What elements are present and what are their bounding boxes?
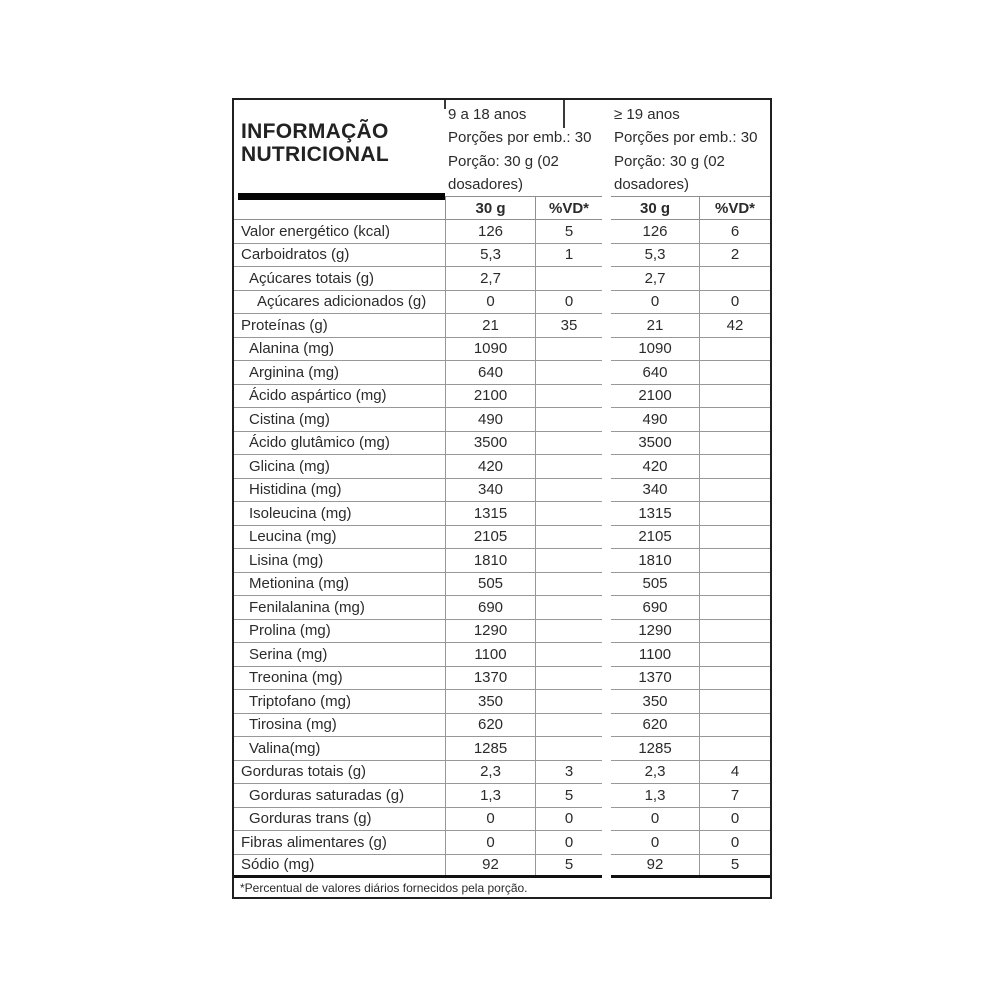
amount-cell: 1090 (638, 340, 672, 358)
group-gap (602, 314, 611, 338)
amount-cell: 420 (642, 457, 668, 475)
amount-column-header: 30 g (611, 196, 699, 219)
daily-value-cell (535, 408, 602, 431)
amount-cell: 490 (445, 408, 535, 431)
daily-value-cell: 42 (699, 314, 770, 337)
amount-cell: 505 (642, 575, 668, 593)
age-range-label: ≥ 19 anos (614, 106, 680, 123)
amount-cell: 2,7 (445, 267, 535, 290)
portions-per-package-label: Porções por emb.: 30 (614, 129, 758, 147)
table-header (234, 100, 770, 196)
daily-value-cell (535, 573, 602, 596)
amount-cell: 2,7 (644, 269, 666, 287)
amount-cell: 620 (642, 716, 668, 734)
daily-value-cell (535, 620, 602, 643)
group-gap (602, 620, 611, 644)
daily-value-cell: 3 (535, 761, 602, 784)
group-gap (602, 714, 611, 738)
daily-value-cell (535, 385, 602, 408)
group-gap (602, 549, 611, 573)
amount-cell: 1100 (638, 645, 672, 663)
amount-cell: 2105 (638, 528, 672, 546)
nutrient-label: Serina (mg) (249, 645, 328, 663)
daily-value-cell (535, 549, 602, 572)
daily-value-cell: 0 (535, 808, 602, 831)
table-row (234, 244, 770, 268)
table-row (234, 361, 770, 385)
daily-value-cell (535, 267, 602, 290)
daily-value-cell: 0 (699, 831, 770, 854)
amount-cell: 1,3 (644, 786, 666, 804)
table-row (234, 855, 770, 879)
amount-cell: 92 (646, 856, 664, 874)
daily-value-cell (535, 596, 602, 619)
amount-cell: 1290 (638, 622, 672, 640)
nutrient-label: Treonina (mg) (249, 669, 343, 687)
table-row (234, 432, 770, 456)
group-gap (602, 855, 611, 879)
daily-value-cell (699, 596, 770, 619)
amount-column-header: 30 g (445, 196, 535, 219)
amount-cell: 1315 (445, 502, 535, 525)
table-row (234, 455, 770, 479)
group-gap (602, 432, 611, 456)
amount-cell: 1090 (445, 338, 535, 361)
table-row (234, 549, 770, 573)
amount-cell: 1,3 (445, 784, 535, 807)
daily-value-cell: 5 (699, 855, 770, 876)
amount-cell: 2105 (445, 526, 535, 549)
amount-cell: 1285 (638, 739, 672, 757)
daily-value-cell (699, 385, 770, 408)
group-gap (602, 338, 611, 362)
nutrient-label: Fenilalanina (mg) (249, 598, 365, 616)
nutrient-label: Prolina (mg) (249, 622, 331, 640)
amount-cell: 126 (642, 222, 668, 240)
daily-value-cell (535, 502, 602, 525)
amount-cell: 0 (445, 831, 535, 854)
daily-value-cell (535, 479, 602, 502)
daily-value-cell (699, 620, 770, 643)
nutrient-label: Arginina (mg) (249, 363, 340, 381)
table-row (234, 761, 770, 785)
amount-cell: 340 (445, 479, 535, 502)
amount-cell: 0 (445, 808, 535, 831)
amount-cell: 690 (445, 596, 535, 619)
group-gap (602, 408, 611, 432)
amount-cell: 2100 (638, 387, 672, 405)
daily-value-cell (699, 526, 770, 549)
daily-value-cell (535, 643, 602, 666)
group-gap (602, 831, 611, 855)
daily-value-cell (535, 361, 602, 384)
table-row (234, 573, 770, 597)
nutrient-label: Leucina (mg) (249, 528, 337, 546)
amount-cell: 640 (445, 361, 535, 384)
daily-value-cell (699, 338, 770, 361)
nutrient-label: Isoleucina (mg) (249, 504, 352, 522)
table-row (234, 714, 770, 738)
group-gap (602, 808, 611, 832)
table-row (234, 808, 770, 832)
group-gap (602, 291, 611, 315)
daily-value-cell (699, 408, 770, 431)
table-row (234, 690, 770, 714)
age-group-header-9-18 (445, 100, 602, 196)
daily-value-cell (699, 573, 770, 596)
header-divider-stub (563, 100, 565, 128)
group-gap (602, 573, 611, 597)
table-row (234, 620, 770, 644)
daily-value-cell: 5 (535, 855, 602, 876)
daily-value-cell (699, 643, 770, 666)
daily-value-cell: 2 (699, 244, 770, 267)
nutrient-label: Ácido glutâmico (mg) (249, 434, 390, 452)
group-gap (602, 267, 611, 291)
group-gap (602, 643, 611, 667)
group-gap (602, 784, 611, 808)
amount-cell: 2,3 (445, 761, 535, 784)
amount-cell: 1810 (638, 551, 672, 569)
group-gap (602, 244, 611, 268)
group-gap (602, 502, 611, 526)
group-gap (602, 479, 611, 503)
amount-cell: 0 (650, 833, 660, 851)
table-row (234, 385, 770, 409)
nutrient-label: Proteínas (g) (241, 316, 328, 334)
daily-value-cell (699, 737, 770, 760)
table-row (234, 784, 770, 808)
table-row (234, 667, 770, 691)
amount-cell: 21 (646, 316, 664, 334)
header-divider-stub (444, 100, 446, 109)
amount-cell: 126 (445, 220, 535, 243)
group-gap (602, 455, 611, 479)
group-gap (602, 385, 611, 409)
daily-value-cell (699, 479, 770, 502)
table-row (234, 479, 770, 503)
amount-cell: 690 (642, 598, 668, 616)
amount-cell: 620 (445, 714, 535, 737)
daily-value-cell: 1 (535, 244, 602, 267)
group-gap (602, 761, 611, 785)
daily-value-column-header: %VD* (535, 196, 602, 219)
group-gap (602, 667, 611, 691)
table-row (234, 831, 770, 855)
table-row (234, 596, 770, 620)
daily-value-cell: 6 (699, 220, 770, 243)
daily-value-cell (699, 361, 770, 384)
amount-cell: 0 (650, 810, 660, 828)
amount-cell: 640 (642, 363, 668, 381)
nutrient-label: Gorduras saturadas (g) (249, 786, 405, 804)
nutrient-label: Sódio (mg) (241, 856, 315, 874)
daily-value-cell (535, 432, 602, 455)
group-gap (602, 690, 611, 714)
group-gap (602, 220, 611, 244)
table-title: INFORMAÇÃO NUTRICIONAL (241, 120, 389, 166)
daily-value-cell: 35 (535, 314, 602, 337)
amount-cell: 2100 (445, 385, 535, 408)
table-row (234, 338, 770, 362)
daily-value-cell (699, 690, 770, 713)
table-row (234, 737, 770, 761)
amount-cell: 1370 (445, 667, 535, 690)
nutrient-label: Ácido aspártico (mg) (249, 387, 387, 405)
table-row (234, 220, 770, 244)
daily-value-cell (699, 667, 770, 690)
daily-value-cell: 0 (699, 291, 770, 314)
amount-cell: 5,3 (644, 246, 666, 264)
amount-cell: 1315 (638, 504, 672, 522)
nutrient-label: Gorduras totais (g) (241, 763, 367, 781)
portion-size-label: Porção: 30 g (02 dosadores) (448, 152, 559, 194)
group-gap (602, 100, 611, 196)
amount-cell: 1810 (445, 549, 535, 572)
amount-cell: 0 (650, 293, 660, 311)
group-gap (602, 596, 611, 620)
amount-cell: 0 (445, 291, 535, 314)
title-underline-bar (238, 193, 445, 200)
nutrient-label: Valina(mg) (249, 739, 321, 757)
nutrient-label: Glicina (mg) (249, 457, 330, 475)
daily-value-column-header: %VD* (699, 196, 770, 219)
table-row (234, 291, 770, 315)
age-group-header-19-plus (611, 100, 770, 196)
group-gap (602, 737, 611, 761)
amount-cell: 92 (445, 855, 535, 876)
daily-value-cell (699, 267, 770, 290)
table-row (234, 526, 770, 550)
nutrient-label: Valor energético (kcal) (241, 222, 390, 240)
daily-value-cell: 7 (699, 784, 770, 807)
amount-cell: 340 (642, 481, 668, 499)
amount-cell: 5,3 (445, 244, 535, 267)
nutrition-facts-table (232, 98, 772, 899)
daily-value-cell: 4 (699, 761, 770, 784)
daily-value-cell: 0 (535, 291, 602, 314)
table-row (234, 267, 770, 291)
table-row (234, 314, 770, 338)
daily-value-cell: 5 (535, 784, 602, 807)
nutrient-label: Açúcares adicionados (g) (257, 293, 427, 311)
nutrient-label: Histidina (mg) (249, 481, 342, 499)
nutrient-label: Triptofano (mg) (249, 692, 351, 710)
amount-cell: 1290 (445, 620, 535, 643)
footnote: *Percentual de valores diários fornecidos pela porção. (240, 881, 528, 895)
group-gap (602, 361, 611, 385)
amount-cell: 505 (445, 573, 535, 596)
table-row (234, 502, 770, 526)
title-cell (234, 100, 445, 196)
nutrient-rows (234, 220, 770, 878)
amount-cell: 1370 (638, 669, 672, 687)
amount-cell: 1100 (445, 643, 535, 666)
daily-value-cell: 5 (535, 220, 602, 243)
nutrient-label: Cistina (mg) (249, 410, 330, 428)
nutrient-label: Metionina (mg) (249, 575, 350, 593)
daily-value-cell (535, 526, 602, 549)
amount-cell: 21 (445, 314, 535, 337)
table-row (234, 408, 770, 432)
nutrient-label: Lisina (mg) (249, 551, 324, 569)
amount-cell: 1285 (445, 737, 535, 760)
amount-cell: 3500 (445, 432, 535, 455)
nutrient-label: Açúcares totais (g) (249, 269, 375, 287)
table-row (234, 643, 770, 667)
amount-cell: 2,3 (644, 763, 666, 781)
daily-value-cell (699, 714, 770, 737)
nutrient-label: Gorduras trans (g) (249, 810, 372, 828)
amount-cell: 3500 (638, 434, 672, 452)
nutrient-label: Carboidratos (g) (241, 246, 350, 264)
amount-cell: 350 (642, 692, 668, 710)
group-gap (602, 196, 611, 220)
daily-value-cell (535, 714, 602, 737)
age-range-label: 9 a 18 anos (448, 106, 527, 123)
amount-cell: 350 (445, 690, 535, 713)
daily-value-cell (535, 338, 602, 361)
daily-value-cell (699, 432, 770, 455)
daily-value-cell (535, 737, 602, 760)
amount-cell: 490 (642, 410, 668, 428)
daily-value-cell (699, 455, 770, 478)
daily-value-cell (535, 455, 602, 478)
daily-value-cell (699, 502, 770, 525)
daily-value-cell: 0 (699, 808, 770, 831)
nutrient-label: Fibras alimentares (g) (241, 833, 387, 851)
group-gap (602, 526, 611, 550)
portions-per-package-label: Porções por emb.: 30 (448, 129, 592, 147)
amount-cell: 420 (445, 455, 535, 478)
daily-value-cell (535, 690, 602, 713)
portion-size-label: Porção: 30 g (02 dosadores) (614, 152, 725, 194)
daily-value-cell (535, 667, 602, 690)
daily-value-cell (699, 549, 770, 572)
daily-value-cell: 0 (535, 831, 602, 854)
nutrient-label: Alanina (mg) (249, 340, 335, 358)
nutrient-label: Tirosina (mg) (249, 716, 337, 734)
